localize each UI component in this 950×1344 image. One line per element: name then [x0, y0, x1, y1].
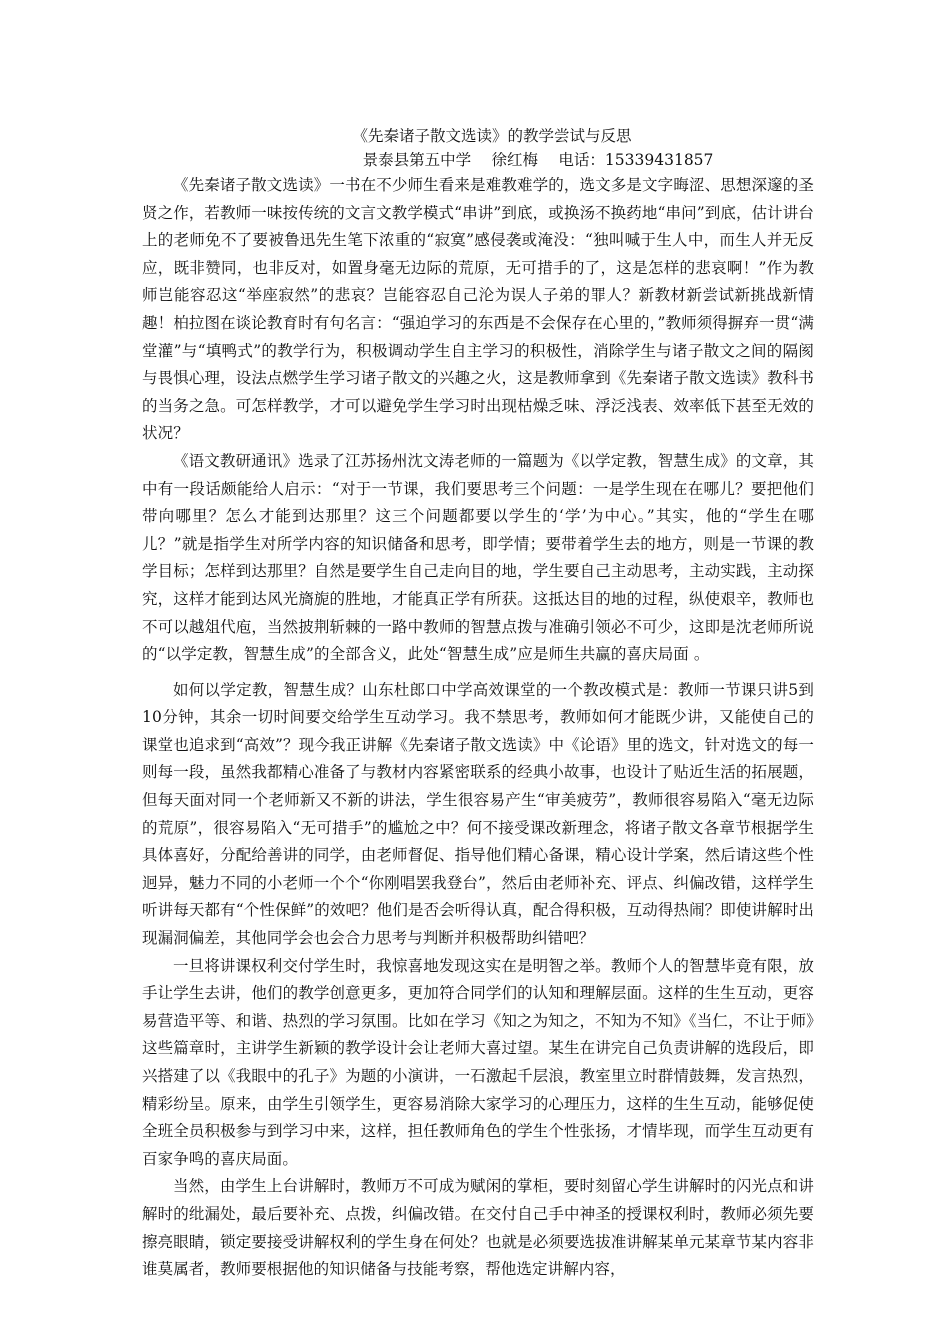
author-byline: 景泰县第五中学 徐红梅 电话：15339431857	[362, 151, 714, 169]
document-page	[142, 124, 814, 1284]
body-paragraph-4: 一旦将讲课权利交付学生时，我惊喜地发现这实在是明智之举。教师个人的智慧毕竟有限，放手让学生去讲，他们的教学创意更多，更加符合同学们的认知和理解层面。这样的生生互动，更容易营造平等、和谐、热烈的学习氛围。比如在学习《知之为知之，不知为不知》《当仁，不让于师》这些篇章时，主讲学生新颖的教学设计会让老师大喜过望。某生在讲完自己负责讲解的选段后，即兴搭建了以《我眼中的孔子》为题的小演讲，一石激起千层浪，教室里立时群情鼓舞，发言热烈，精彩纷呈。原来，由学生引领学生，更容易消除大家学习的心理压力，这样的生生互动，能够促使全班全员积极参与到学习中来，这样，担任教师角色的学生个性张扬，才情毕现，而学生互动更有百家争鸣的喜庆局面。	[142, 956, 814, 1168]
body-paragraph-3: 如何以学定教，智慧生成？山东杜郎口中学高效课堂的一个教改模式是：教师一节课只讲5到10分钟，其余一切时间要交给学生互动学习。我不禁思考，教师如何才能既少讲，又能使自己的课堂也追求到“高效”？现今我正讲解《先秦诸子散文选读》中《论语》里的选文，针对选文的每一则每一段，虽然我都精心准备了与教材内容紧密联系的经典小故事，也设计了贴近生活的拓展题，但每天面对同一个老师新又不新的讲法，学生很容易产生“审美疲劳”，教师很容易陷入“毫无边际的荒原”，很容易陷入“无可措手”的尴尬之中？何不接受课改新理念，将诸子散文各章节根据学生具体喜好，分配给善讲的同学，由老师督促、指导他们精心备课，精心设计学案，然后请这些个性迥异，魅力不同的小老师一个个“你刚唱罢我登台”，然后由老师补充、评点、纠偏改错，这样学生听讲每天都有“个性保鲜”的效吧？他们是否会听得认真，配合得积极，互动得热闹？即使讲解时出现漏洞偏差，其他同学会也会合力思考与判断并积极帮助纠错吧？	[142, 680, 814, 948]
body-paragraph-5: 当然，由学生上台讲解时，教师万不可成为赋闲的掌柜，要时刻留心学生讲解时的闪光点和讲解时的纰漏处，最后要补充、点拨，纠偏改错。在交付自己手中神圣的授课权利时，教师必须先要擦亮眼睛，锁定要接受讲解权利的学生身在何处？也就是必须要选拔准讲解某单元某章节某内容非谁莫属者，教师要根据他的知识储备与技能考察，帮他选定讲解内容，	[142, 1177, 814, 1279]
body-paragraph-2: 《语文教研通讯》选录了江苏扬州沈文涛老师的一篇题为《以学定教，智慧生成》的文章，其中有一段话颇能给人启示：“对于一节课，我们要思考三个问题：一是学生现在在哪儿？要把他们带向哪里？怎么才能到达那里？这三个问题都要以学生的‘学’为中心。”其实，他的“学生在哪儿？”就是指学生对所学内容的知识储备和思考，即学情；要带着学生去的地方，则是一节课的教学目标；怎样到达那里？自然是要学生自己走向目的地，学生要自己主动思考，主动实践，主动探究，这样才能到达风光旖旎的胜地，才能真正学有所获。这抵达目的地的过程，纵使艰辛，教师也不可以越俎代庖，当然披荆斩棘的一路中教师的智慧点拨与准确引领必不可少，这即是沈老师所说的“以学定教，智慧生成”的全部含义，此处“智慧生成”应是师生共赢的喜庆局面 。	[142, 451, 814, 664]
document-title: 《先秦诸子散文选读》的教学尝试与反思	[352, 127, 632, 145]
body-paragraph-1: 《先秦诸子散文选读》一书在不少师生看来是难教难学的，选文多是文字晦涩、思想深邃的圣贤之作，若教师一味按传统的文言文教学模式“串讲”到底，或换汤不换药地“串问”到底，估计讲台上的老师免不了要被鲁迅先生笔下浓重的“寂寞”感侵袭或淹没：“独叫喊于生人中，而生人并无反应，既非赞同，也非反对，如置身毫无边际的荒原，无可措手的了，这是怎样的悲哀啊！”作为教师岂能容忍这“举座寂然”的悲哀？岂能容忍自己沦为误人子弟的罪人？新教材新尝试新挑战新情趣！柏拉图在谈论教育时有句名言：“强迫学习的东西是不会保存在心里的，”教师须得摒弃一贯“满堂灌”与“填鸭式”的教学行为，积极调动学生自主学习的积极性，消除学生与诸子散文之间的隔阂与畏惧心理，设法点燃学生学习诸子散文的兴趣之火，这是教师拿到《先秦诸子散文选读》教科书的当务之急。可怎样教学，才可以避免学生学习时出现枯燥乏味、浮泛浅表、效率低下甚至无效的状况？	[142, 176, 814, 443]
